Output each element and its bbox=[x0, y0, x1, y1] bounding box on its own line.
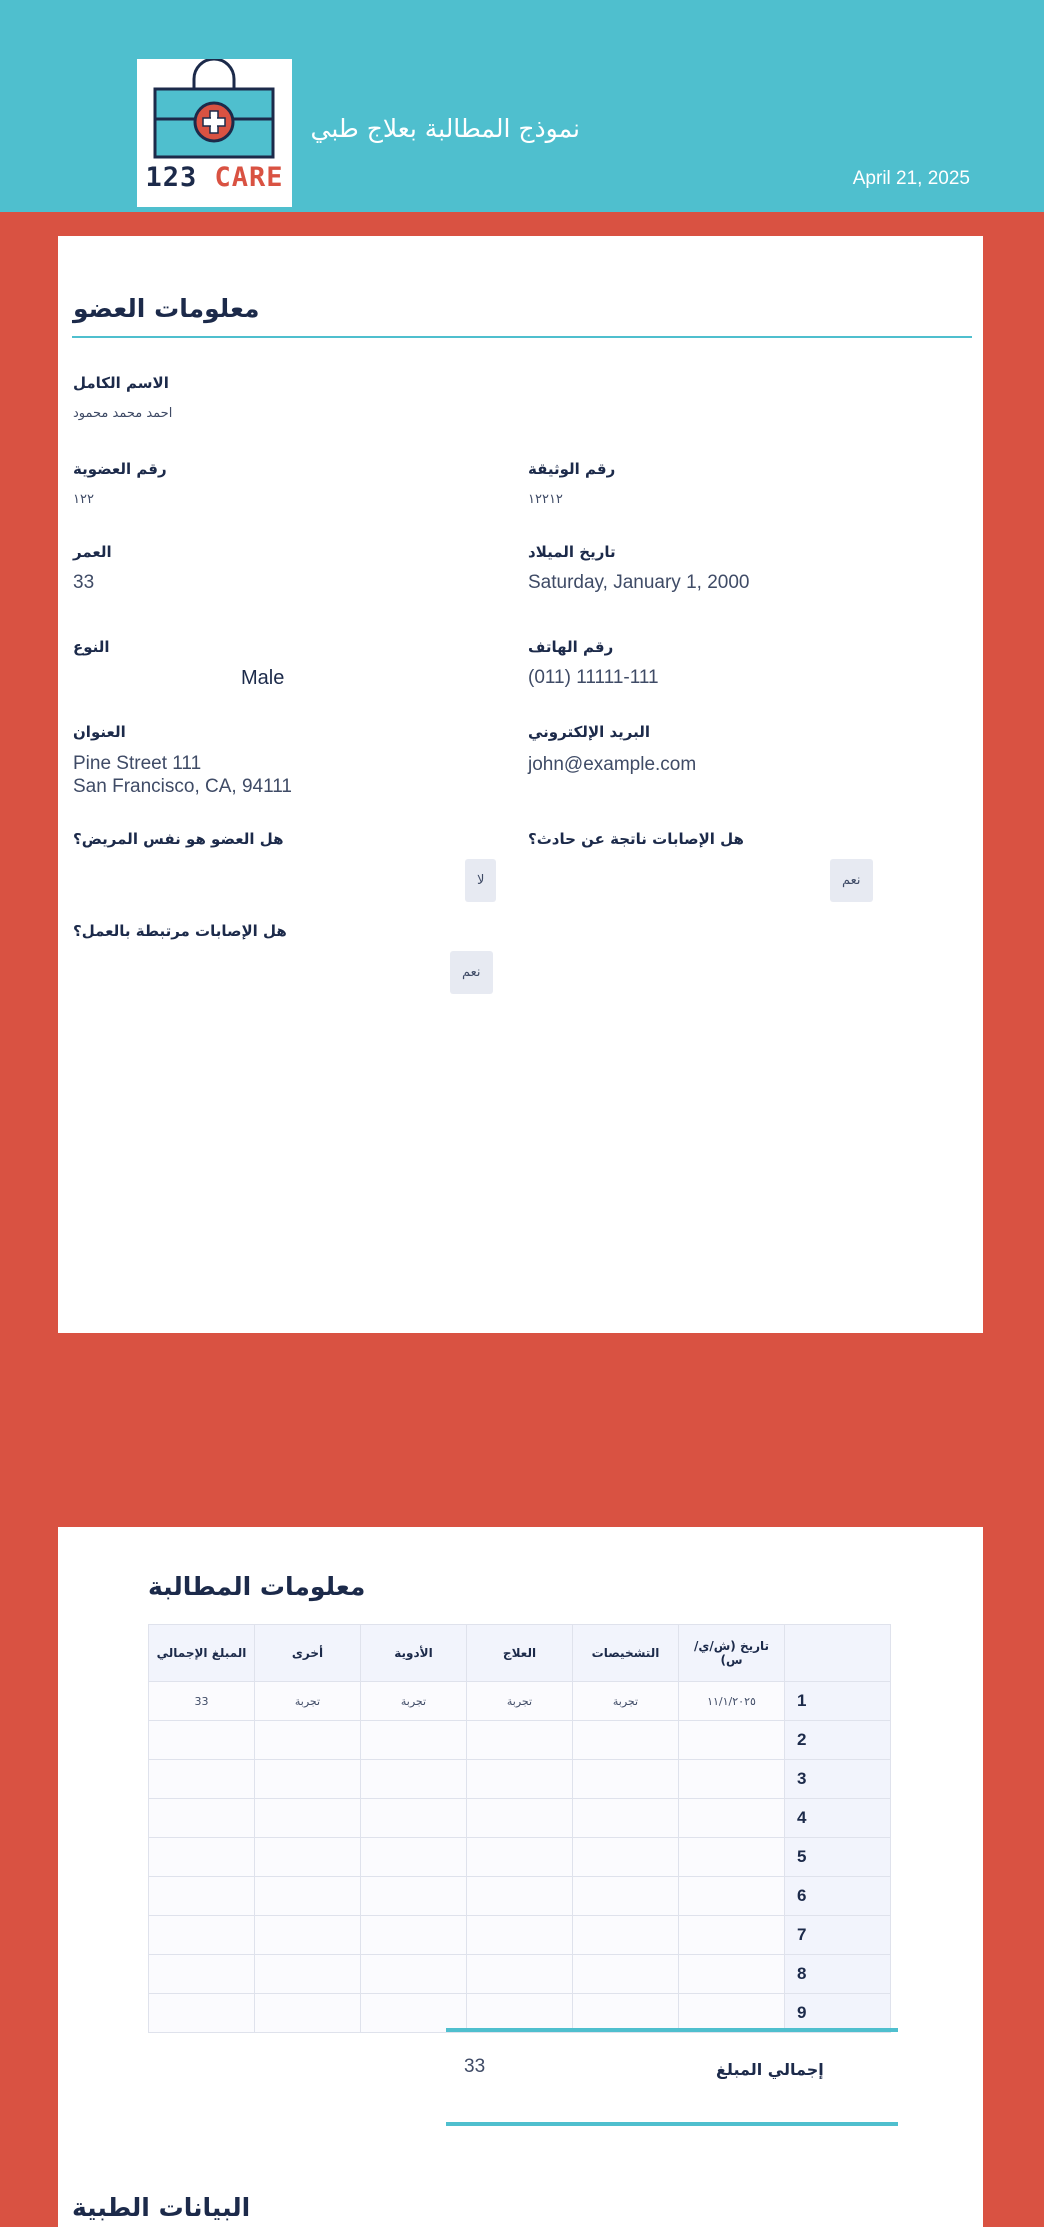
cell-diagnosis[interactable] bbox=[573, 1838, 679, 1877]
cell-date[interactable] bbox=[679, 1721, 785, 1760]
phone-value: (011) 11111-111 bbox=[528, 667, 659, 688]
logo-word: CARE bbox=[214, 162, 284, 193]
cell-total[interactable] bbox=[149, 1721, 255, 1760]
row-number: 9 bbox=[785, 1994, 891, 2033]
cell-medication[interactable] bbox=[361, 1838, 467, 1877]
cell-treatment[interactable] bbox=[467, 1760, 573, 1799]
email-label: البريد الإلكتروني bbox=[528, 723, 650, 741]
cell-other[interactable] bbox=[255, 1721, 361, 1760]
page-header bbox=[0, 0, 1044, 212]
table-row bbox=[149, 1682, 891, 1721]
cell-total[interactable]: 33 bbox=[149, 1682, 255, 1721]
col-header-date: تاريخ (ش/ي/س) bbox=[679, 1625, 785, 1682]
cell-total[interactable] bbox=[149, 1760, 255, 1799]
table-row bbox=[149, 1799, 891, 1838]
cell-treatment[interactable]: تجربة bbox=[467, 1682, 573, 1721]
cell-medication[interactable] bbox=[361, 1994, 467, 2033]
cell-other[interactable] bbox=[255, 1955, 361, 1994]
gender-value: Male bbox=[241, 667, 285, 689]
claims-table-body bbox=[149, 1682, 891, 2033]
cell-date[interactable] bbox=[679, 1916, 785, 1955]
phone-label: رقم الهاتف bbox=[528, 638, 614, 656]
cell-medication[interactable] bbox=[361, 1955, 467, 1994]
table-row bbox=[149, 1955, 891, 1994]
cell-medication[interactable] bbox=[361, 1721, 467, 1760]
cell-date[interactable]: ١١/١/٢٠٢٥ bbox=[679, 1682, 785, 1721]
col-header-total: المبلغ الإجمالي bbox=[149, 1625, 255, 1682]
cell-medication[interactable] bbox=[361, 1916, 467, 1955]
cell-total[interactable] bbox=[149, 1877, 255, 1916]
total-amount-value: 33 bbox=[464, 2056, 486, 2077]
is-accident-answer[interactable]: نعم bbox=[830, 859, 873, 902]
gender-label: النوع bbox=[73, 638, 110, 656]
cell-diagnosis[interactable] bbox=[573, 1916, 679, 1955]
cell-treatment[interactable] bbox=[467, 1877, 573, 1916]
cell-treatment[interactable] bbox=[467, 1721, 573, 1760]
row-number: 5 bbox=[785, 1838, 891, 1877]
is-member-patient-answer[interactable]: لا bbox=[465, 859, 496, 902]
cell-medication[interactable]: تجربة bbox=[361, 1682, 467, 1721]
cell-date[interactable] bbox=[679, 1877, 785, 1916]
age-label: العمر bbox=[73, 543, 112, 561]
cell-date[interactable] bbox=[679, 1838, 785, 1877]
cell-other[interactable] bbox=[255, 1994, 361, 2033]
section-divider bbox=[72, 336, 972, 338]
cell-diagnosis[interactable] bbox=[573, 1994, 679, 2033]
cell-diagnosis[interactable] bbox=[573, 1955, 679, 1994]
medical-kit-icon bbox=[137, 59, 292, 159]
cell-diagnosis[interactable]: تجربة bbox=[573, 1682, 679, 1721]
full-name-value: احمد محمد محمود bbox=[73, 406, 173, 421]
cell-diagnosis[interactable] bbox=[573, 1721, 679, 1760]
row-number: 8 bbox=[785, 1955, 891, 1994]
col-header-treatment: العلاج bbox=[467, 1625, 573, 1682]
cell-treatment[interactable] bbox=[467, 1994, 573, 2033]
claims-table-header bbox=[149, 1625, 891, 1682]
cell-treatment[interactable] bbox=[467, 1916, 573, 1955]
form-date: April 21, 2025 bbox=[852, 168, 970, 189]
document-number-label: رقم الوثيقة bbox=[528, 460, 616, 478]
cell-diagnosis[interactable] bbox=[573, 1760, 679, 1799]
cell-date[interactable] bbox=[679, 1994, 785, 2033]
birth-date-label: تاريخ الميلاد bbox=[528, 543, 616, 561]
birth-date-value: Saturday, January 1, 2000 bbox=[528, 572, 750, 593]
member-info-card bbox=[58, 236, 983, 1333]
email-value: john@example.com bbox=[528, 754, 697, 775]
address-value: Pine Street 111 San Francisco, CA, 94111 bbox=[73, 753, 292, 797]
table-row bbox=[149, 1721, 891, 1760]
cell-total[interactable] bbox=[149, 1799, 255, 1838]
total-amount-label: إجمالي المبلغ bbox=[716, 2060, 824, 2079]
cell-treatment[interactable] bbox=[467, 1799, 573, 1838]
row-number: 1 bbox=[785, 1682, 891, 1721]
cell-treatment[interactable] bbox=[467, 1955, 573, 1994]
cell-other[interactable]: تجربة bbox=[255, 1682, 361, 1721]
cell-diagnosis[interactable] bbox=[573, 1877, 679, 1916]
cell-date[interactable] bbox=[679, 1760, 785, 1799]
age-value: 33 bbox=[73, 572, 95, 593]
is-accident-label: هل الإصابات ناتجة عن حادث؟ bbox=[528, 830, 744, 848]
form-title: نموذج المطالبة بعلاج طبي bbox=[310, 114, 580, 143]
cell-other[interactable] bbox=[255, 1760, 361, 1799]
cell-total[interactable] bbox=[149, 1838, 255, 1877]
cell-date[interactable] bbox=[679, 1955, 785, 1994]
col-header-medication: الأدوية bbox=[361, 1625, 467, 1682]
claim-section-title: معلومات المطالبة bbox=[148, 1572, 366, 1601]
medical-section-title: البيانات الطبية bbox=[72, 2193, 251, 2222]
cell-medication[interactable] bbox=[361, 1877, 467, 1916]
cell-other[interactable] bbox=[255, 1877, 361, 1916]
table-row bbox=[149, 1838, 891, 1877]
col-header-diagnosis: التشخيصات bbox=[573, 1625, 679, 1682]
table-row bbox=[149, 1760, 891, 1799]
col-header-other: أخرى bbox=[255, 1625, 361, 1682]
claims-table bbox=[148, 1624, 891, 2033]
table-row bbox=[149, 1877, 891, 1916]
cell-date[interactable] bbox=[679, 1799, 785, 1838]
row-number: 7 bbox=[785, 1916, 891, 1955]
table-row bbox=[149, 1994, 891, 2033]
cell-total[interactable] bbox=[149, 1916, 255, 1955]
table-row bbox=[149, 1916, 891, 1955]
row-number: 3 bbox=[785, 1760, 891, 1799]
cell-total[interactable] bbox=[149, 1994, 255, 2033]
is-member-patient-label: هل العضو هو نفس المريض؟ bbox=[73, 830, 284, 848]
cell-diagnosis[interactable] bbox=[573, 1799, 679, 1838]
cell-other[interactable] bbox=[255, 1838, 361, 1877]
logo-number: 123 bbox=[145, 162, 198, 193]
logo-text bbox=[137, 162, 292, 193]
claim-info-card bbox=[58, 1527, 983, 2227]
logo bbox=[137, 59, 292, 207]
row-number: 2 bbox=[785, 1721, 891, 1760]
total-amount-box bbox=[446, 2028, 898, 2126]
cell-medication[interactable] bbox=[361, 1760, 467, 1799]
row-number: 6 bbox=[785, 1877, 891, 1916]
col-header-index bbox=[785, 1625, 891, 1682]
is-work-related-label: هل الإصابات مرتبطة بالعمل؟ bbox=[73, 922, 287, 940]
is-work-related-answer[interactable]: نعم bbox=[450, 951, 493, 994]
membership-number-value: ١٢٢ bbox=[73, 492, 94, 507]
address-label: العنوان bbox=[73, 723, 126, 741]
full-name-label: الاسم الكامل bbox=[73, 374, 169, 392]
document-number-value: ١٢٢١٢ bbox=[528, 492, 563, 507]
cell-other[interactable] bbox=[255, 1799, 361, 1838]
membership-number-label: رقم العضوية bbox=[73, 460, 167, 478]
cell-other[interactable] bbox=[255, 1916, 361, 1955]
member-section-title: معلومات العضو bbox=[73, 294, 260, 323]
cell-treatment[interactable] bbox=[467, 1838, 573, 1877]
row-number: 4 bbox=[785, 1799, 891, 1838]
cell-total[interactable] bbox=[149, 1955, 255, 1994]
cell-medication[interactable] bbox=[361, 1799, 467, 1838]
